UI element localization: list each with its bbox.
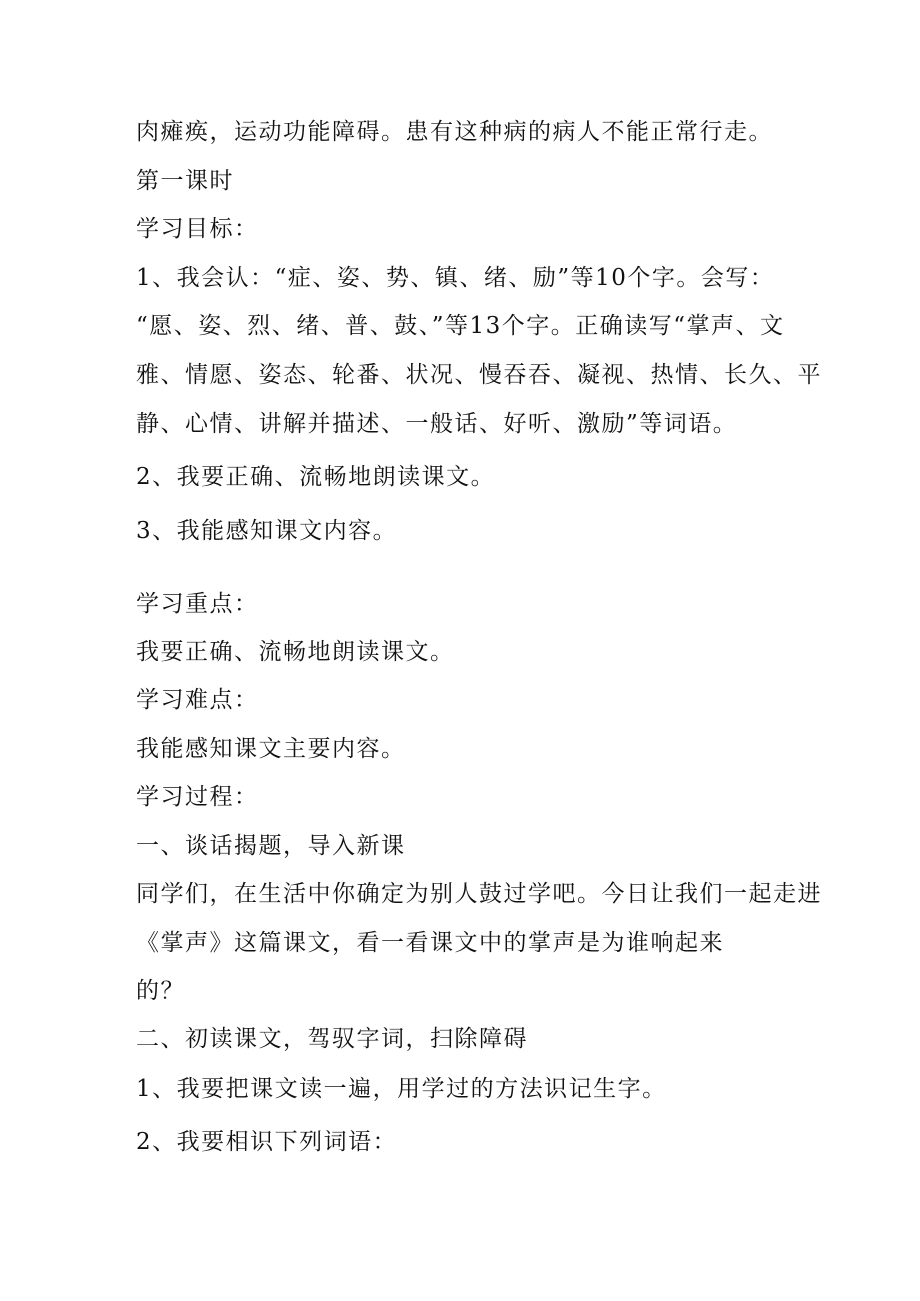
paragraph-line: 静、心情、讲解并描述、一般话、好听、激励”等词语。 bbox=[136, 411, 738, 437]
process-step-1-heading: 一、谈话揭题，导入新课 bbox=[136, 833, 406, 859]
heading-difficulties: 学习难点： bbox=[136, 687, 259, 713]
goal-item-1: 1、我会认：“症、姿、势、镇、绪、励”等10个字。会写： bbox=[136, 265, 775, 291]
paragraph-line: 同学们，在生活中你确定为别人鼓过学吧。今日让我们一起走进 bbox=[136, 881, 822, 907]
key-point-text: 我要正确、流畅地朗读课文。 bbox=[136, 639, 455, 665]
step-2-item-2: 2、我要相识下列词语： bbox=[136, 1129, 398, 1155]
paragraph-line: 的？ bbox=[136, 978, 185, 1004]
heading-learning-goals: 学习目标： bbox=[136, 216, 259, 242]
paragraph-line: 雅、情愿、姿态、轮番、状况、慢吞吞、凝视、热情、长久、平 bbox=[136, 362, 822, 388]
paragraph-line: “愿、姿、烈、绪、普、鼓、”等13个字。正确读写“掌声、文 bbox=[136, 313, 785, 339]
difficulty-text: 我能感知课文主要内容。 bbox=[136, 736, 406, 762]
goal-item-3: 3、我能感知课文内容。 bbox=[136, 518, 398, 544]
process-step-2-heading: 二、初读课文，驾驭字词，扫除障碍 bbox=[136, 1026, 528, 1052]
goal-item-2: 2、我要正确、流畅地朗读课文。 bbox=[136, 464, 496, 490]
paragraph-line: 肉瘫痪，运动功能障碍。患有这种病的病人不能正常行走。 bbox=[136, 119, 773, 145]
heading-key-points: 学习重点： bbox=[136, 591, 259, 617]
step-2-item-1: 1、我要把课文读一遍，用学过的方法识记生字。 bbox=[136, 1076, 667, 1102]
heading-process: 学习过程： bbox=[136, 784, 259, 810]
paragraph-line: 《掌声》这篇课文，看一看课文中的掌声是为谁响起来 bbox=[136, 930, 724, 956]
section-heading-lesson: 第一课时 bbox=[136, 168, 234, 194]
